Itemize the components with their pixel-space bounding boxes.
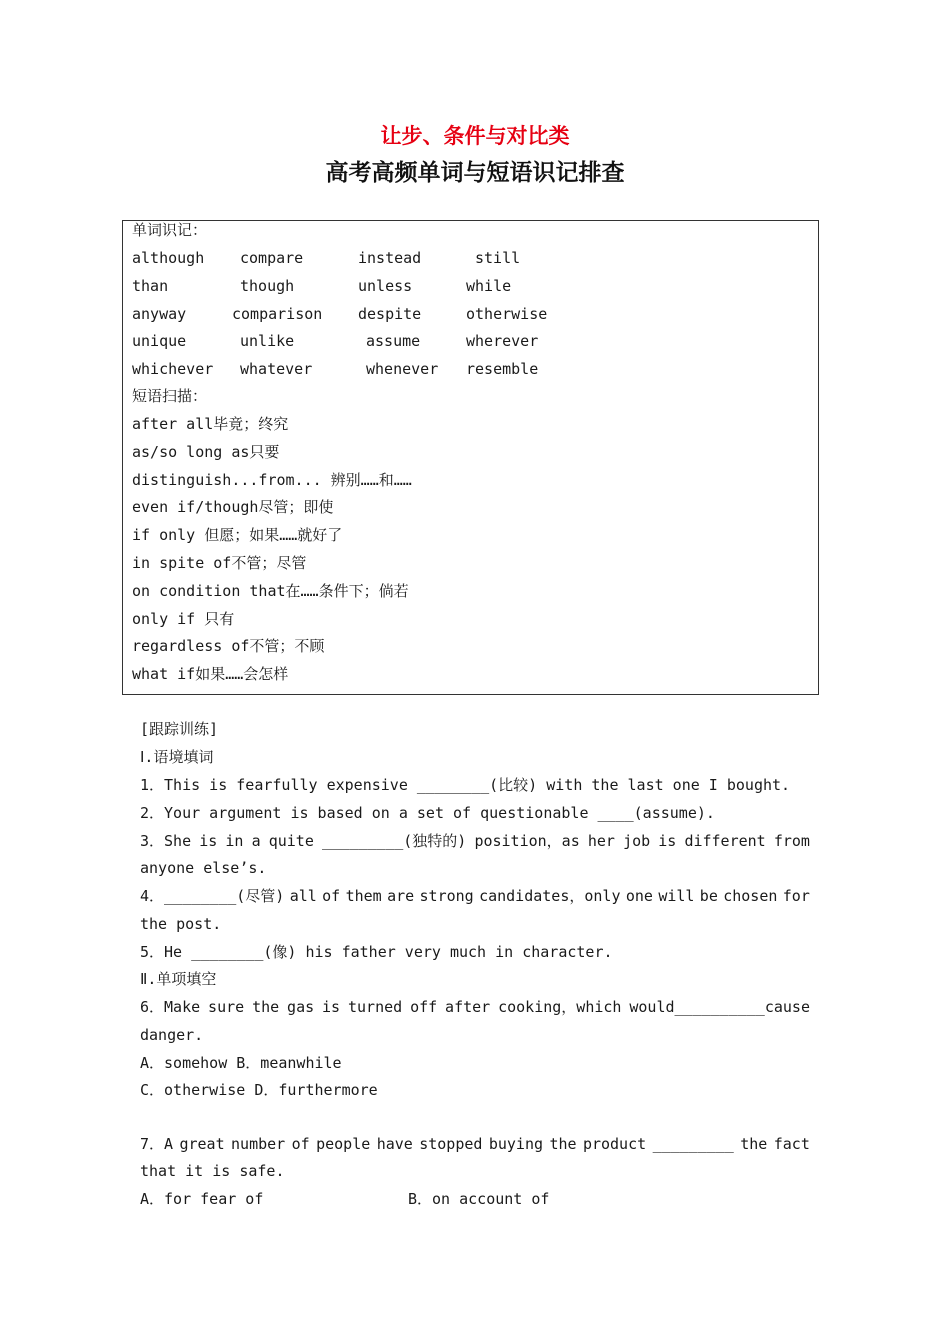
- word-token: is: [199, 832, 218, 850]
- word-item: whichever: [132, 360, 214, 379]
- word-token: different: [684, 832, 766, 850]
- word-token: the: [549, 1135, 577, 1153]
- question-1: 1．This is fearfully expensive ________(比较) with the last one I bought.: [140, 776, 791, 794]
- phrase-item: distinguish...from... 辨别……和……: [132, 470, 412, 489]
- word-item: compare: [240, 249, 304, 267]
- word-token: people: [316, 1135, 371, 1153]
- word-token: a: [251, 832, 261, 850]
- word-token: have: [376, 1135, 413, 1153]
- word-token: the: [740, 1135, 768, 1153]
- phrase-item: in spite of不管；尽管: [132, 554, 307, 572]
- word-token: gas: [287, 998, 315, 1016]
- section1-heading: Ⅰ.语境填词: [140, 748, 214, 766]
- phrases-heading: 短语扫描：: [132, 387, 208, 405]
- word-token: product: [582, 1135, 647, 1153]
- question-3-line2: anyone else’s.: [140, 859, 267, 877]
- word-token: strong: [419, 887, 474, 905]
- question-5: 5．He ________(像) his father very much in character.: [140, 943, 613, 961]
- word-token: position，as: [474, 832, 580, 850]
- word-token: chosen: [723, 887, 778, 905]
- word-item: unlike: [240, 332, 295, 351]
- word-item: otherwise: [466, 304, 548, 323]
- word-item: assume: [366, 332, 421, 351]
- word-token: the: [252, 998, 280, 1016]
- question-4-line2: the post.: [140, 915, 222, 933]
- word-token: job: [623, 832, 651, 850]
- phrase-item: regardless of不管；不顾: [132, 637, 325, 656]
- question-7-line2: that it is safe.: [140, 1162, 285, 1180]
- word-token: turned: [347, 998, 403, 1016]
- word-token: 3．She: [140, 832, 192, 850]
- word-token: would__________cause: [629, 998, 810, 1016]
- word-token: is: [658, 832, 677, 850]
- word-token: stopped: [419, 1135, 483, 1153]
- exercise-label: [跟踪训练]: [140, 720, 219, 738]
- word-token: 6．Make: [140, 998, 201, 1016]
- phrase-item: as/so long as只要: [132, 442, 280, 461]
- word-token: are: [387, 887, 415, 905]
- word-item: resemble: [466, 360, 539, 379]
- phrase-item: on condition that在……条件下；倘若: [132, 581, 409, 600]
- word-token: will: [658, 887, 695, 905]
- word-token: after: [445, 998, 491, 1016]
- question-6-line1: [140, 997, 810, 1017]
- word-item: comparison: [232, 304, 323, 323]
- title-black: 高考高频单词与短语识记排查: [325, 160, 625, 186]
- question-6-line2: danger.: [140, 1026, 204, 1044]
- phrase-item: what if如果……会怎样: [132, 665, 289, 684]
- word-token: fact: [773, 1135, 810, 1153]
- section2-heading: Ⅱ.单项填空: [140, 970, 217, 988]
- title-red: 让步、条件与对比类: [380, 124, 570, 148]
- word-token: of: [322, 887, 341, 905]
- word-token: _________: [652, 1135, 734, 1153]
- question-6-options-ab: A．somehow B．meanwhile: [140, 1054, 342, 1072]
- word-item: while: [466, 276, 512, 295]
- word-item: despite: [358, 304, 422, 323]
- word-item: whenever: [366, 360, 439, 379]
- word-token: cooking，which: [498, 998, 622, 1016]
- word-token: number: [231, 1135, 286, 1153]
- word-item: although: [132, 249, 205, 267]
- word-token: one: [625, 887, 653, 905]
- word-token: in: [225, 832, 244, 850]
- word-item: unique: [132, 332, 187, 351]
- question-7-option-b: B．on account of: [408, 1190, 550, 1208]
- word-item: still: [475, 249, 521, 267]
- word-token: is: [322, 998, 341, 1016]
- word-token: 4．________(尽管): [140, 887, 285, 905]
- phrase-item: after all毕竟；终究: [132, 415, 289, 433]
- phrase-item: if only 但愿；如果……就好了: [132, 526, 343, 545]
- question-2: 2．Your argument is based on a set of questionable ____(assume).: [140, 804, 715, 822]
- word-token: _________(独特的): [321, 832, 467, 850]
- phrase-item: only if 只有: [132, 609, 235, 628]
- word-item: than: [132, 276, 169, 295]
- word-token: her: [587, 832, 615, 850]
- word-token: candidates，only: [479, 887, 621, 905]
- question-7-line1: [140, 1134, 810, 1154]
- word-token: be: [699, 887, 718, 905]
- word-token: 7．A: [140, 1135, 174, 1153]
- word-token: all: [289, 887, 317, 905]
- word-token: of: [291, 1135, 310, 1153]
- word-token: great: [179, 1135, 225, 1153]
- question-3-line1: [140, 831, 810, 851]
- word-token: off: [410, 998, 438, 1016]
- words-heading: 单词识记：: [132, 221, 208, 239]
- word-item: anyway: [132, 304, 187, 323]
- question-7-option-a: A．for fear of: [140, 1190, 264, 1208]
- word-item: whatever: [240, 360, 313, 379]
- word-token: sure: [208, 998, 245, 1016]
- word-item: instead: [358, 249, 422, 267]
- word-token: for: [782, 887, 810, 905]
- question-6-options-cd: C．otherwise D．furthermore: [140, 1081, 378, 1099]
- word-item: though: [240, 276, 295, 295]
- question-4-line1: [140, 886, 810, 906]
- word-item: wherever: [466, 332, 539, 351]
- phrase-item: even if/though尽管；即使: [132, 498, 334, 517]
- word-item: unless: [358, 276, 413, 295]
- word-token: quite: [268, 832, 314, 850]
- word-token: from: [773, 832, 810, 850]
- word-token: buying: [488, 1135, 544, 1153]
- word-token: them: [345, 887, 382, 905]
